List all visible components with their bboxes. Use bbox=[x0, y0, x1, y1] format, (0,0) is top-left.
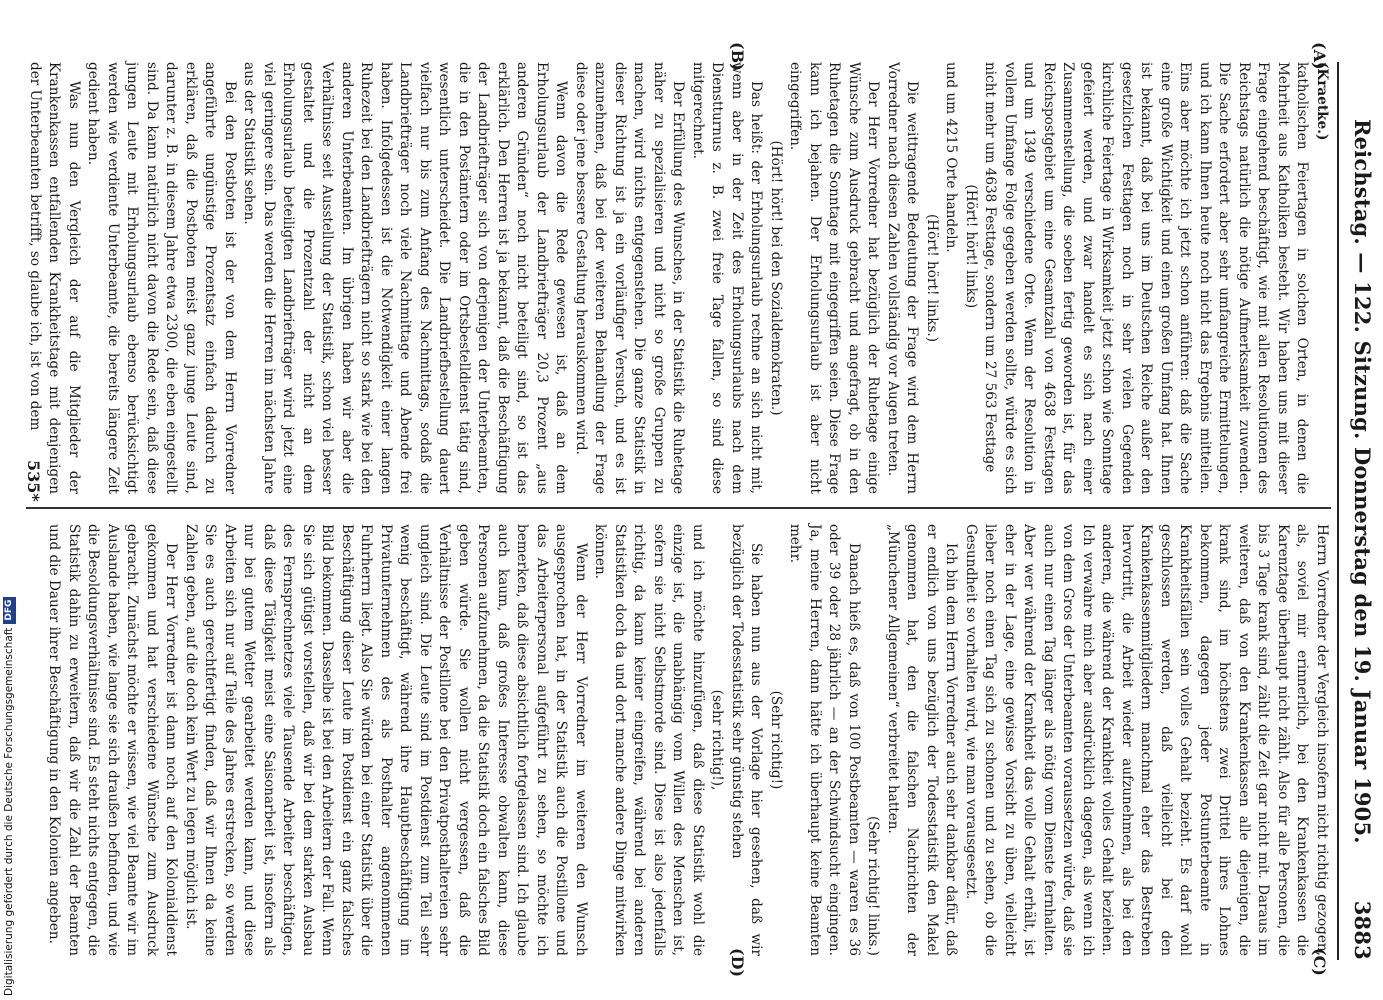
footer-page-mark: 535* bbox=[24, 460, 43, 502]
left-paragraph-5: Der Erfüllung des Wunsches, in der Statistik die Ruhetage näher zu spezialisieren und nicht so große Gruppen zu machen, wird nichts entgegenstehen. Die ganze Statistik in dieser Richtung ist ja ein vorläufiger Versuch, und es ist anzunehmen, daß bei der weiteren Behandlung der Frage diese oder jene bessere Gestaltung herauskommen wird. bbox=[573, 62, 687, 494]
left-paragraph-2: Die weittragende Bedeutung der Frage wird dem Herrn Vorredner nach diesen Zahlen vollständig vor Augen treten. bbox=[885, 62, 921, 494]
left-interjection-3: (Hört! hört! bei den Sozialdemokraten.) bbox=[768, 140, 784, 416]
right-paragraph-3: Danach hieß es, daß von 100 Postbeamten — waren es 36 oder 39 oder 28 jährlich — an der Schwindsucht eingingen. Ja, meine Herren, dann hätte ich überhaupt keine Beamten mehr. bbox=[787, 524, 862, 956]
left-paragraph-6: Wenn davon die Rede gewesen ist, daß an dem Erholungsurlaub der Landbriefträger 20,3 Prozent „aus anderen Gründen“ noch nicht beteiligt sind, so ist das erklärlich. Den Herren ist ja bekannt, daß die Beschäftigung der Landbriefträger sich von derjenigen der Unterbeamten, die in den Postämtern oder im Ortsbestelldienst tätig sind, wesentlich unterscheidet. Die Landbriefbestellung dauert vielfach nur bis zum Anfang des Nachmittags, sodaß die Landbriefträger noch viele Nachmittage und Abende frei haben. Infolgedessen ist die Notwendigkeit einer langen Ruhezeit bei den Landbriefträgern nicht so stark wie bei den anderen Unterbeamten. Im übrigen haben wir aber die Verhältnisse seit Ausstellung der Statistik, schon viel besser gestaltet und die Prozentzahl der nicht an dem Erholungsurlaub beteiligten Landbriefträger wird jetzt eine viel geringere sein. Das werden die Herren im nächsten Jahre aus der Statistik sehen. bbox=[241, 62, 570, 494]
right-paragraph-5: und ich möchte hinzufügen, daß diese Statistik wohl die einzige ist, die unabhängig vom Willen des Menschen ist, sofern sie nicht Selbstmorde sind. Diese ist also jedenfalls richtig, da kann keiner eingreifen, während bei anderen Statistiken doch da und dort manche andere Dinge mitwirken können. bbox=[592, 524, 706, 956]
digitization-credit bbox=[0, 0, 18, 1000]
right-paragraph-1: Herrn Vorredner der Vergleich insofern nicht richtig gezogen, als, soviel mir erinnerlich, bei den Krankenkassen die Karenztage überhaupt nicht zählt. Also für alle Personen, die bis 3 Tage krank sind, zählt die Zeit gar nicht mit. Daraus im weiteren, daß von den Krankenkassen alle diejenigen, die krank sind, im höchstens zwei Drittel ihres Lohnes bekommen, dagegen jeder Postunterbeamte in Krankheitsfällen sein volles Gehalt bezieht. Es darf wohl geschlossen werden, daß vielleicht bei den Krankenkassenmitgliedern manchmal eher das Bestreben hervortritt, die Arbeit wieder aufzunehmen, als bei den anderen, die während der Krankheit volles Gehalt beziehen. Ich verwahre mich aber ausdrücklich dagegen, als wenn ich von dem Gros der Unterbeamten voraussetzen würde, daß sie auch nur einen Tag länger als nötig vom Dienste fernhalten. Aber wer während der Krankheit das volle Gehalt erhält, ist eher in der Lage, eine gewisse Vorsicht zu üben, vielleicht lieber noch einen Tag sich zu schonen und zu sehen, ob die Gesundheit so vorhalten wird, wie man vorausgesetzt. bbox=[963, 524, 1330, 956]
header-rule bbox=[1337, 62, 1339, 960]
left-paragraph-4: Das heißt: der Erholungsurlaub rechne an sich nicht mit, wenn aber in der Zeit des Erholungsurlaubs nach dem Dienstturnus z. B. zwei freie Tage fallen, so sind diese mitgerechnet. bbox=[690, 62, 765, 494]
right-interjection-1: (Sehr richtig! links.) bbox=[865, 815, 882, 956]
left-interjection-1: (Hört! hört! links) bbox=[963, 184, 979, 309]
left-paragraph-8: Was nun den Vergleich der auf die Mitglieder der Krankenkassen entfallenden Krankheitstage mit denjenigen der Unterbeamten betrifft, so glaube ich, ist von dem bbox=[27, 62, 82, 494]
right-paragraph-2: Ich bin dem Herrn Vorredner auch sehr dankbar dafür, daß er endlich von uns bezüglich der Todesstatistik den Makel genommen hat, den die falschen Nachrichten der „Münchener Allgemeinen“ verbreitet hatten. bbox=[885, 524, 960, 956]
left-paragraph-3: Der Herr Vorredner hat bezüglich der Ruhetage einige Wünsche zum Ausdruck gebracht und angefragt, ob in den Ruhetagen die Sonntage mit eingegriffen seien. Diese Frage kann ich bejahen. Der Erholungsurlaub ist aber nicht eingegriffen. bbox=[787, 62, 882, 494]
page-title: Reichstag. — 122. Sitzung. Donnerstag den 19. Januar 1905. bbox=[1350, 118, 1375, 844]
left-paragraph-1: katholischen Feiertagen in solchen Orten, in denen die Mehrheit aus Katholiken besteht. Wir haben uns mit dieser Frage eingehend beschäftigt, wie mit allen Resolutionen des Reichstags natürlich die nötige Aufmerksamkeit zuwenden. Die Sache erfordert aber sehr umfangreiche Ermittelungen, und ich kann Ihnen heute noch nicht das Ergebnis mitteilen. Eins aber möchte ich jetzt schon anführen: daß die Sache eine große Wichtigkeit und einen großen Umfang hat. Ihnen ist bekannt, daß bei uns im Deutschen Reiche außer den gesetzlichen Festtagen noch in sehr vielen Gegenden kirchliche Feiertage in Wirksamkeit jetzt schon wie Sonntage gefeiert werden, und zwar handelt es sich nach einer Zusammenstellung, die soeben fertig geworden ist, für das Reichspostgebiet um eine Gesamtzahl von 4638 Festtagen und um 1349 verschiedene Orte. Wenn der Resolution in vollem Umfange Folge gegeben werden sollte, würde es sich nicht mehr um 4638 Festtage, sondern um 27 563 Festtage bbox=[982, 62, 1311, 494]
left-paragraph-7: Bei den Postboten ist der von dem Herrn Vorredner angeführte ungünstige Prozentsatz einfach dadurch zu erklären, daß die Postboten meist ganz junge Leute sind, darunter z. B. in diesem Jahre etwa 2300, die eben eingestellt sind. Da kann natürlich nicht davon die Rede sein, daß diese jungen Leute mit Erholungsurlaub ebenso berücksichtigt werden wie verdiente Unterbeamte, die bereits längere Zeit gedient haben. bbox=[85, 62, 238, 494]
margin-marker-d: (D) bbox=[728, 948, 747, 978]
margin-marker-b: (B) bbox=[728, 42, 747, 71]
right-column bbox=[44, 524, 1331, 956]
right-paragraph-7: Der Herr Vorredner ist dann noch auf den Kolonialdienst gekommen und hat verschiedene Wünsche zum Ausdruck gebracht. Zunächst möchte er wissen, wie viel Beamte wir im Auslande haben, wie lange sie sich draußen befinden, und wie die Besoldungsverhältnisse sind. Es steht nichts entgegen, die Statistik dahin zu erweitern, daß wir die Zahl der Beamten und die Dauer ihrer Beschäftigung in den Kolonien angeben. bbox=[46, 524, 180, 956]
right-paragraph-4: Sie haben nun aus der Vorlage hier gesehen, daß wir bezüglich der Todesstatistik sehr günstig stehen bbox=[729, 524, 765, 956]
margin-marker-a: (A) bbox=[1310, 42, 1329, 70]
dfg-logo: DFG bbox=[3, 597, 16, 624]
speaker-name: (Kraetke.) bbox=[1314, 62, 1330, 141]
page-header bbox=[1335, 62, 1375, 960]
left-interjection-2: (Hört! hört! links.) bbox=[924, 213, 940, 343]
column-divider bbox=[26, 507, 1331, 509]
right-interjection-3: (sehr richtig!), bbox=[709, 689, 726, 791]
left-column bbox=[25, 62, 1332, 494]
left-line-after-interjection: und um 4215 Orte handeln. bbox=[943, 62, 960, 253]
right-paragraph-6: Wenn der Herr Vorredner im weiteren den Wunsch ausgesprochen hat, in der Statistik auch die Postillone und das Arbeiterpersonal aufgeführt zu sehen, so möchte ich bemerken, daß diese absichtlich fortgelassen sind. Ich glaube auch kaum, daß großes Interesse obwalten kann, diese Personen aufzunehmen, da die Statistik doch ein falsches Bild geben würde. Sie wollen nicht vergessen, daß die Verhältnisse der Postillone bei den Privatposthaltereien sehr ungleich sind. Die Leute sind im Postdienst zum Teil sehr wenig beschäftigt, während ihre Hauptbeschäftigung im Privatunternehmen des als Posthalter angenommenen Fuhrherrn liegt. Also Sie würden bei einer Statistik über die Beschäftigung dieser Leute im Postdienst ein ganz falsches Bild bekommen. Dasselbe ist bei den Arbeitern der Fall. Wenn Sie sich gütigst vorstellen, daß wir bei dem starken Ausbau des Fernsprechnetzes viele Tausende Arbeiter beschäftigen, daß diese Tätigkeit meist eine Saisonarbeit ist, insofern als nur bei gutem Wetter gearbeitet werden kann, und diese Arbeiten sich nur auf Teile des Jahres erstrecken, so werden Sie es auch gerechtfertigt finden, daß wir Ihnen da keine Zahlen geben, auf die doch kein Wert zu legen möglich ist. bbox=[183, 524, 589, 956]
digitization-text: Digitalisierung gefördert durch die Deutsche Forschungsgemeinschaft bbox=[3, 627, 15, 996]
margin-marker-c: (C) bbox=[1310, 948, 1329, 976]
right-interjection-2: (Sehr richtig!) bbox=[768, 690, 784, 790]
page-number: 3883 bbox=[1350, 900, 1375, 960]
